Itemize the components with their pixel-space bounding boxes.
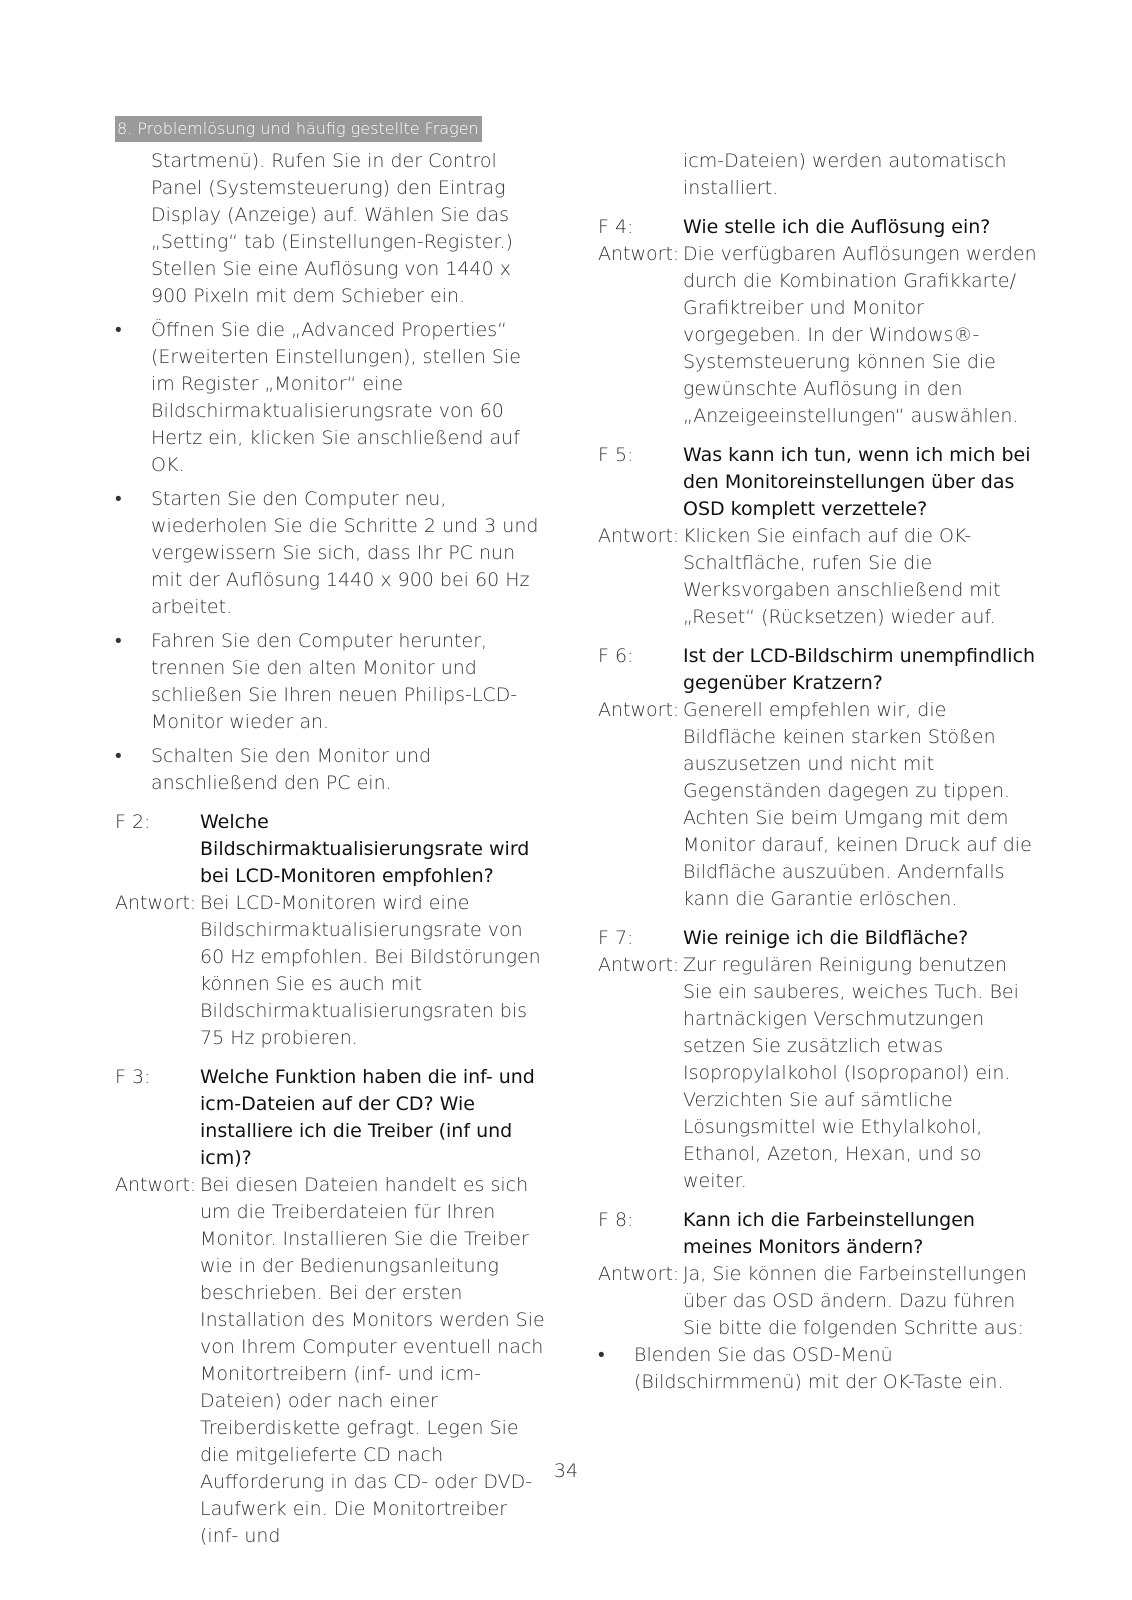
question-text: Welche Funktion haben die inf- und icm-Dateien auf der CD? Wie installiere ich die Treiber (inf und icm)? — [200, 1066, 535, 1169]
list-item: • Öffnen Sie die „Advanced Properties“ (Erweiterten Einstellungen), stellen Sie im Register „Monitor“ eine Bildschirmaktualisierungsrate von 60 Hertz ein, klicken Sie anschließend auf OK. — [115, 319, 521, 476]
bullet-icon: • — [115, 488, 122, 510]
answer-text: Bei diesen Dateien handelt es sich um die Treiberdateien für Ihren Monitor. Installieren Sie die Treiber wie in der Bedienungsanleitung beschrieben. Bei der ersten Installation des Monitors werden Sie von Ihrem Computer eventuell nach Monitortreibern (inf- und icm-Dateien) oder nach einer Treiberdiskette gefragt. Legen Sie die mitgelieferte CD nach Aufforderung in das CD- oder DVD-Laufwerk ein. Die Monitortreiber (inf- und — [200, 1174, 545, 1547]
answer-row — [115, 1172, 545, 1550]
question-label: F 6: — [598, 645, 634, 667]
question-row — [598, 925, 1038, 952]
question-row — [598, 442, 1038, 523]
bullet-icon: • — [115, 319, 122, 341]
faq-f8 — [598, 1207, 1038, 1396]
question-label: F 8: — [598, 1209, 634, 1231]
faq-f2 — [115, 809, 545, 1052]
question-row — [598, 643, 1038, 697]
question-text: Wie reinige ich die Bildfläche? — [683, 927, 969, 949]
page-number: 34 — [553, 1460, 579, 1482]
bullet-icon: • — [115, 630, 122, 652]
answer-label: Antwort: — [115, 1174, 197, 1196]
list-item: • Starten Sie den Computer neu, wiederholen Sie die Schritte 2 und 3 und vergewissern Sie sich, dass Ihr PC nun mit der Auflösung 1440 x 900 bei 60 Hz arbeitet. — [115, 488, 539, 618]
list-item: • Schalten Sie den Monitor und anschließend den PC ein. — [115, 745, 431, 794]
answer-label: Antwort: — [598, 1263, 680, 1285]
question-text: Ist der LCD-Bildschirm unempfindlich gegenüber Kratzern? — [683, 645, 1036, 694]
faq-f7 — [598, 925, 1038, 1195]
faq-f4 — [598, 214, 1038, 430]
question-row — [115, 809, 545, 890]
answer-row — [598, 697, 1038, 913]
answer-text: Die verfügbaren Auflösungen werden durch die Kombination Grafikkarte/ Grafiktreiber und Monitor vorgegeben. In der Windows®-Systemsteuerung können Sie die gewünschte Auflösung in den „Anzeigeeinstellungen“ auswählen. — [683, 243, 1037, 427]
question-text: Welche Bildschirmaktualisierungsrate wird bei LCD-Monitoren empfohlen? — [200, 811, 530, 887]
question-label: F 7: — [598, 927, 634, 949]
question-text: Kann ich die Farbeinstellungen meines Monitors ändern? — [683, 1209, 975, 1258]
question-row — [598, 214, 1038, 241]
answer-row — [115, 890, 545, 1052]
answer-label: Antwort: — [115, 892, 197, 914]
question-label: F 4: — [598, 216, 634, 238]
answer-text: Generell empfehlen wir, die Bildfläche keinen starken Stößen auszusetzen und nicht mit Gegenständen dagegen zu tippen. Achten Sie beim Umgang mit dem Monitor darauf, keinen Druck auf die Bildfläche auszuüben. Andernfalls kann die Garantie erlöschen. — [683, 699, 1032, 910]
question-row — [598, 1207, 1038, 1261]
left-column — [115, 148, 545, 1550]
question-text: Wie stelle ich die Auflösung ein? — [683, 216, 991, 238]
question-label: F 5: — [598, 444, 634, 466]
answer-text: Zur regulären Reinigung benutzen Sie ein sauberes, weiches Tuch. Bei hartnäckigen Verschmutzungen setzen Sie zusätzlich etwas Isopropylalkohol (Isopropanol) ein. Verzichten Sie auf sämtliche Lösungsmittel wie Ethylalkohol, Ethanol, Azeton, Hexan, und so weiter. — [683, 954, 1019, 1192]
bullet-icon: • — [115, 745, 122, 767]
answer-row — [598, 241, 1038, 430]
answer-row — [598, 523, 1038, 631]
list-item: • Fahren Sie den Computer herunter, trennen Sie den alten Monitor und schließen Sie Ihren neuen Philips-LCD-Monitor wieder an. — [115, 630, 518, 733]
answer-label: Antwort: — [598, 525, 680, 547]
intro-text: icm-Dateien) werden automatisch installiert. — [683, 150, 1007, 199]
answer-label: Antwort: — [598, 699, 680, 721]
right-column — [598, 148, 1038, 1396]
question-label: F 2: — [115, 811, 151, 833]
question-text: Was kann ich tun, wenn ich mich bei den Monitoreinstellungen über das OSD komplett verzettele? — [683, 444, 1031, 520]
answer-text: Klicken Sie einfach auf die OK-Schaltfläche, rufen Sie die Werksvorgaben anschließend mit „Reset“ (Rücksetzen) wieder auf. — [683, 525, 1001, 628]
answer-label: Antwort: — [598, 954, 680, 976]
intro-text: Startmenü). Rufen Sie in der Control Panel (Systemsteuerung) den Eintrag Display (Anzeige) auf. Wählen Sie das „Setting“ tab (Einstellungen-Register.) Stellen Sie eine Auflösung von 1440 x 900 Pixeln mit dem Schieber ein. — [151, 150, 513, 307]
section-header: 8. Problemlösung und häufig gestellte Fragen — [115, 116, 482, 142]
answer-label: Antwort: — [598, 243, 680, 265]
faq-f6 — [598, 643, 1038, 913]
faq-f5 — [598, 442, 1038, 631]
answer-row — [598, 952, 1038, 1195]
answer-text: Bei LCD-Monitoren wird eine Bildschirmaktualisierungsrate von 60 Hz empfohlen. Bei Bildstörungen können Sie es auch mit Bildschirmaktualisierungsraten bis 75 Hz probieren. — [200, 892, 541, 1049]
bullet-icon: • — [598, 1344, 605, 1366]
question-label: F 3: — [115, 1066, 151, 1088]
answer-row — [598, 1261, 1038, 1342]
question-row — [115, 1064, 545, 1172]
answer-text: Ja, Sie können die Farbeinstellungen über das OSD ändern. Dazu führen Sie bitte die folgenden Schritte aus: — [683, 1263, 1027, 1339]
list-item: • Blenden Sie das OSD-Menü (Bildschirmmenü) mit der OK-Taste ein. — [598, 1344, 1004, 1393]
